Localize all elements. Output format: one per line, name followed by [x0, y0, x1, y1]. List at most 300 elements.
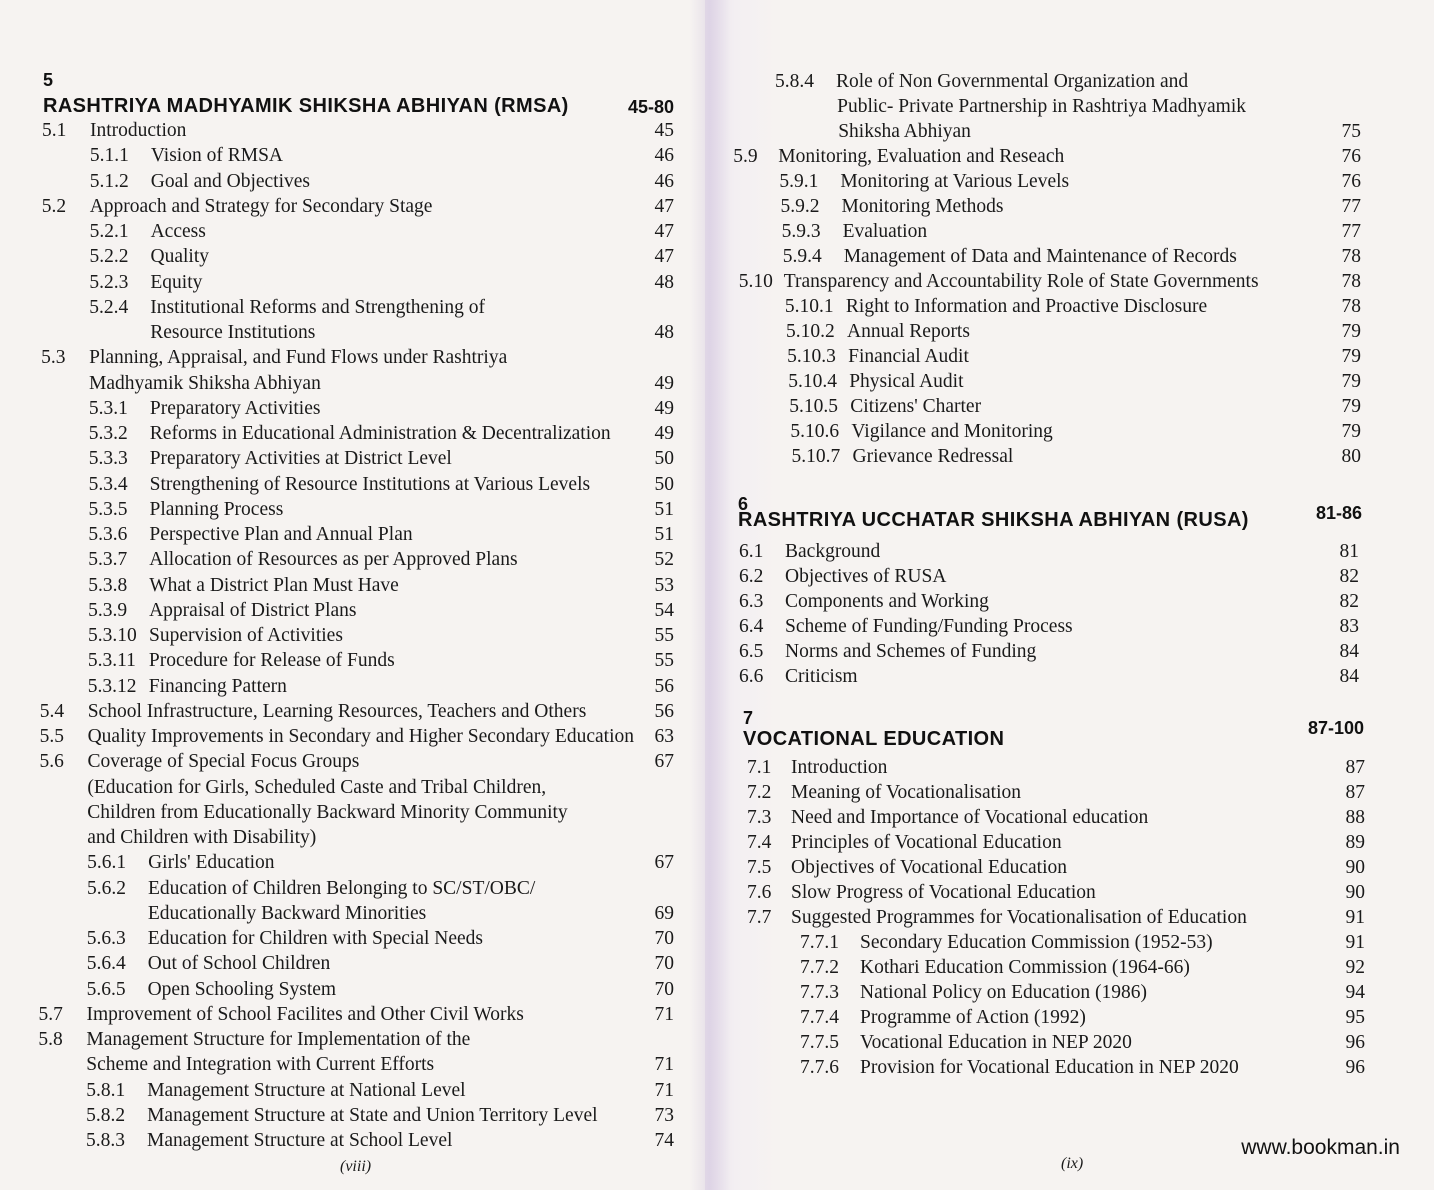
entry-number: 5.2.4	[89, 296, 129, 318]
chapter-number: 5	[43, 70, 54, 90]
left-page	[0, 0, 705, 1190]
entry-title: Vigilance and Monitoring	[851, 421, 1053, 442]
entry-title: Public- Private Partnership in Rashtriya Madhyamik	[837, 96, 1246, 117]
toc-entry	[705, 956, 1405, 980]
entry-number: 5.3.6	[88, 524, 128, 545]
entry-number: 7.6	[747, 882, 772, 903]
toc-entry	[705, 781, 1405, 805]
toc-entry	[0, 473, 700, 497]
toc-entry	[0, 195, 700, 219]
entry-number: 5.10.4	[788, 371, 837, 392]
entry-number: 5.2.1	[89, 221, 129, 242]
toc-entry	[0, 523, 700, 547]
entry-page: 78	[1341, 246, 1361, 267]
entry-number: 5.1	[42, 120, 67, 141]
toc-entry	[0, 119, 700, 143]
entry-title: Role of Non Governmental Organization and	[836, 71, 1189, 92]
entry-page: 46	[654, 145, 674, 167]
entry-page: 77	[1341, 221, 1361, 242]
toc-entry	[0, 1104, 700, 1128]
toc-entry	[705, 806, 1405, 830]
entry-page: 91	[1345, 932, 1365, 953]
chapter-title: RASHTRIYA MADHYAMIK SHIKSHA ABHIYAN (RMSA)	[43, 95, 569, 117]
toc-entry	[0, 801, 700, 825]
toc-entry	[0, 927, 700, 951]
entry-title: Goal and Objectives	[150, 170, 310, 192]
entry-title: Scheme and Integration with Current Efforts	[86, 1054, 435, 1076]
toc-entry	[0, 902, 700, 926]
toc-entry	[705, 756, 1405, 780]
entry-page: 49	[654, 423, 674, 444]
entry-title: Planning, Appraisal, and Fund Flows under Rashtriya	[89, 347, 508, 369]
entry-number: 5.10.3	[787, 346, 836, 367]
entry-title: What a District Plan Must Have	[149, 574, 399, 596]
entry-title: Quality Improvements in Secondary and Higher Secondary Education	[87, 726, 634, 747]
toc-entry	[705, 1031, 1405, 1055]
entry-page: 47	[654, 221, 674, 242]
entry-page: 73	[654, 1104, 674, 1126]
entry-title: Citizens' Charter	[850, 396, 982, 417]
entry-number: 5.8	[38, 1029, 63, 1050]
entry-number: 6.4	[739, 616, 764, 637]
toc-entry	[0, 1028, 700, 1052]
entry-number: 6.6	[739, 666, 764, 687]
entry-page: 76	[1341, 171, 1361, 192]
toc-entry	[705, 270, 1405, 294]
entry-title: Financing Pattern	[148, 675, 287, 697]
toc-entry	[0, 321, 700, 345]
entry-number: 5.6.4	[86, 953, 126, 975]
entry-title: Education for Children with Special Needs	[147, 928, 484, 949]
entry-page: 71	[654, 1054, 674, 1076]
entry-page: 70	[654, 928, 674, 949]
toc-entry	[705, 881, 1405, 905]
entry-title: Scheme of Funding/Funding Process	[785, 616, 1073, 637]
toc-entry	[0, 978, 700, 1002]
entry-page: 56	[654, 675, 674, 697]
entry-number: 5.3.8	[88, 574, 128, 596]
toc-entry	[705, 345, 1405, 369]
watermark: www.bookman.in	[1241, 1136, 1400, 1159]
toc-entry	[705, 906, 1405, 930]
entry-title: Criticism	[785, 666, 858, 687]
entry-number: 7.7.1	[800, 932, 839, 953]
toc-entry	[0, 574, 700, 598]
entry-page: 45	[654, 120, 674, 141]
toc-entry	[705, 145, 1405, 169]
entry-page: 49	[654, 397, 674, 419]
entry-title: Suggested Programmes for Vocationalisation of Education	[791, 907, 1247, 928]
entry-number: 5.2	[41, 195, 67, 217]
book-gutter	[690, 0, 730, 1190]
entry-title: Objectives of RUSA	[785, 566, 947, 587]
toc-entry	[0, 1003, 700, 1027]
entry-page: 79	[1341, 371, 1361, 392]
entry-title: Quality	[150, 246, 209, 268]
entry-title: Monitoring at Various Levels	[840, 171, 1070, 192]
entry-number: 7.7.6	[800, 1057, 839, 1078]
entry-number: 5.7	[38, 1003, 63, 1025]
entry-title: Financial Audit	[848, 346, 969, 367]
entry-page: 69	[654, 902, 674, 924]
toc-entry	[0, 170, 700, 194]
entry-page: 79	[1341, 321, 1361, 342]
toc-entry	[0, 144, 700, 168]
entry-page: 95	[1345, 1007, 1365, 1028]
toc-entry	[705, 831, 1405, 855]
entry-page: 84	[1339, 666, 1359, 687]
entry-title: Reforms in Educational Administration & Decentralization	[149, 423, 611, 444]
toc-entry	[705, 70, 1405, 94]
entry-page: 79	[1341, 346, 1361, 367]
entry-page: 90	[1345, 882, 1365, 903]
entry-page: 70	[654, 978, 674, 1000]
entry-number: 5.5	[39, 726, 64, 747]
entry-number: 7.1	[747, 757, 772, 778]
toc-entry	[705, 245, 1405, 269]
toc-entry	[705, 395, 1405, 419]
toc-entry	[705, 220, 1405, 244]
entry-number: 5.3	[41, 347, 66, 369]
toc-entry	[0, 422, 700, 446]
toc-entry	[705, 590, 1405, 614]
toc-entry	[705, 170, 1405, 194]
entry-title: Background	[785, 541, 881, 562]
entry-page: 53	[654, 574, 674, 596]
entry-page: 51	[654, 498, 674, 520]
entry-number: 5.6.1	[87, 852, 127, 874]
entry-title: Annual Reports	[847, 321, 970, 342]
entry-page: 48	[654, 322, 674, 343]
entry-page: 91	[1345, 907, 1365, 928]
entry-title: and Children with Disability)	[87, 827, 317, 848]
toc-entry	[0, 952, 700, 976]
toc-entry	[705, 565, 1405, 589]
entry-page: 55	[654, 650, 674, 672]
entry-number: 5.4	[39, 700, 65, 722]
entry-title: Supervision of Activities	[149, 625, 343, 646]
entry-number: 7.7.2	[800, 957, 839, 978]
right-page	[705, 0, 1434, 1190]
toc-entry	[0, 624, 700, 648]
entry-number: 6.1	[739, 541, 764, 562]
entry-number: 5.6	[39, 751, 64, 773]
chapter-title: VOCATIONAL EDUCATION	[743, 728, 1005, 750]
entry-page: 51	[654, 524, 674, 545]
entry-number: 5.6.2	[87, 877, 126, 899]
entry-title: Programme of Action (1992)	[860, 1007, 1086, 1028]
entry-page: 52	[654, 549, 674, 571]
entry-number: 5.8.4	[775, 71, 814, 92]
entry-title: Monitoring Methods	[841, 196, 1004, 217]
chapter-number: 6	[738, 494, 749, 514]
toc-entry	[0, 346, 700, 370]
entry-number: 5.10.7	[791, 446, 841, 467]
entry-title: Introduction	[90, 120, 187, 141]
toc-entry	[0, 776, 700, 800]
toc-entry	[705, 295, 1405, 319]
entry-title: Management Structure for Implementation of the	[86, 1029, 471, 1050]
entry-page: 47	[654, 195, 674, 217]
toc-entry	[0, 826, 700, 850]
entry-title: Objectives of Vocational Education	[791, 857, 1067, 878]
entry-number: 5.10.1	[784, 296, 834, 317]
entry-number: 5.2.2	[89, 246, 129, 268]
toc-entry	[0, 220, 700, 244]
entry-title: Approach and Strategy for Secondary Stage	[89, 195, 433, 217]
toc-entry	[705, 445, 1405, 469]
entry-page: 96	[1345, 1057, 1365, 1078]
toc-entry	[0, 498, 700, 522]
entry-number: 5.9.1	[779, 171, 819, 192]
entry-page: 75	[1341, 121, 1361, 142]
entry-page: 96	[1345, 1032, 1365, 1053]
entry-page: 88	[1345, 807, 1365, 828]
entry-title: Management Structure at National Level	[147, 1079, 466, 1101]
entry-number: 7.7	[747, 907, 772, 928]
chapter-pages: 45-80	[628, 97, 675, 117]
page-folio: (ix)	[1061, 1155, 1084, 1172]
toc-entry	[0, 296, 700, 320]
entry-title: Vocational Education in NEP 2020	[860, 1032, 1132, 1053]
entry-title: Slow Progress of Vocational Education	[791, 882, 1096, 903]
entry-page: 55	[654, 625, 674, 646]
entry-page: 81	[1339, 541, 1359, 562]
entry-title: Madhyamik Shiksha Abhiyan	[89, 372, 321, 394]
toc-entry	[705, 1056, 1405, 1080]
entry-number: 5.3.12	[87, 675, 137, 697]
entry-title: Procedure for Release of Funds	[148, 650, 395, 672]
entry-number: 5.10.2	[786, 321, 835, 342]
entry-page: 54	[654, 599, 674, 621]
toc-entry	[705, 640, 1405, 664]
toc-entry	[0, 1129, 700, 1153]
entry-title: Provision for Vocational Education in NEP 2020	[860, 1057, 1239, 1078]
entry-title: Components and Working	[785, 591, 989, 612]
entry-number: 5.10	[738, 271, 773, 292]
entry-page: 80	[1341, 446, 1361, 467]
entry-title: Vision of RMSA	[150, 145, 283, 167]
entry-page: 92	[1345, 957, 1365, 978]
entry-title: Kothari Education Commission (1964-66)	[860, 957, 1190, 978]
toc-entry	[705, 540, 1405, 564]
entry-title: Grievance Redressal	[852, 446, 1014, 467]
toc-entry	[0, 1053, 700, 1077]
entry-number: 7.7.4	[800, 1007, 839, 1028]
entry-page: 79	[1341, 396, 1361, 417]
toc-entry	[705, 1006, 1405, 1030]
toc-entry	[0, 851, 700, 875]
entry-number: 5.8.2	[86, 1104, 126, 1126]
chapter-pages: 87-100	[1308, 718, 1365, 738]
entry-title: Monitoring, Evaluation and Reseach	[778, 146, 1065, 167]
entry-number: 5.8.1	[86, 1079, 126, 1101]
entry-page: 50	[654, 473, 674, 495]
entry-number: 6.2	[739, 566, 764, 587]
toc-entry	[0, 700, 700, 724]
entry-title: Need and Importance of Vocational education	[791, 807, 1149, 828]
entry-number: 5.3.11	[87, 650, 136, 672]
entry-number: 5.1.2	[89, 170, 129, 192]
entry-number: 5.6.5	[86, 978, 126, 1000]
page-folio: (viii)	[340, 1158, 372, 1175]
entry-title: Evaluation	[842, 221, 928, 242]
entry-title: Children from Educationally Backward Minority Community	[87, 801, 568, 823]
entry-title: Preparatory Activities at District Level	[149, 448, 452, 470]
toc-entry	[705, 931, 1405, 955]
entry-page: 56	[654, 700, 674, 722]
toc-entry	[705, 95, 1405, 119]
entry-number: 5.3.9	[88, 599, 128, 621]
toc-entry	[705, 615, 1405, 639]
entry-number: 5.3.2	[88, 423, 128, 444]
entry-title: National Policy on Education (1986)	[860, 982, 1148, 1003]
entry-page: 94	[1345, 982, 1365, 1003]
entry-title: Secondary Education Commission (1952-53)	[860, 932, 1213, 953]
entry-title: Preparatory Activities	[149, 397, 321, 419]
toc-entry	[0, 725, 700, 749]
toc-entry	[0, 1079, 700, 1103]
entry-title: Coverage of Special Focus Groups	[87, 751, 360, 773]
entry-number: 5.10.5	[789, 396, 839, 417]
entry-title: Improvement of School Facilites and Other Civil Works	[86, 1003, 524, 1025]
entry-page: 82	[1339, 591, 1359, 612]
entry-page: 82	[1339, 566, 1359, 587]
entry-title: Out of School Children	[147, 953, 331, 975]
entry-number: 5.1.1	[89, 145, 129, 167]
entry-page: 89	[1345, 832, 1365, 853]
entry-number: 5.9.2	[780, 196, 820, 217]
entry-number: 5.9.4	[782, 246, 822, 267]
toc-entry	[705, 370, 1405, 394]
toc-entry	[0, 447, 700, 471]
entry-title: Management Structure at School Level	[147, 1130, 453, 1151]
entry-title: (Education for Girls, Scheduled Caste and Tribal Children,	[87, 776, 547, 798]
chapter-title: RASHTRIYA UCCHATAR SHIKSHA ABHIYAN (RUSA)	[738, 509, 1249, 531]
toc-entry	[0, 372, 700, 396]
toc-entry	[0, 548, 700, 572]
entry-title: Meaning of Vocationalisation	[791, 782, 1021, 803]
entry-number: 7.4	[747, 832, 772, 853]
entry-title: Resource Institutions	[150, 322, 316, 343]
entry-title: Appraisal of District Plans	[149, 599, 357, 621]
entry-number: 7.2	[747, 782, 772, 803]
entry-title: Transparency and Accountability Role of State Governments	[783, 271, 1259, 292]
entry-number: 5.2.3	[89, 271, 129, 293]
entry-number: 5.3.3	[88, 448, 128, 470]
entry-title: Right to Information and Proactive Disclosure	[845, 296, 1208, 317]
toc-entry	[0, 397, 700, 421]
entry-number: 7.5	[747, 857, 772, 878]
entry-title: Introduction	[791, 757, 888, 778]
entry-number: 6.3	[739, 591, 764, 612]
entry-number: 7.7.5	[800, 1032, 839, 1053]
entry-page: 50	[654, 448, 674, 470]
entry-title: Equity	[150, 271, 203, 293]
entry-page: 78	[1341, 296, 1361, 317]
entry-number: 5.6.3	[86, 928, 126, 949]
entry-page: 79	[1341, 421, 1361, 442]
entry-title: Shiksha Abhiyan	[838, 121, 971, 142]
entry-title: Girls' Education	[148, 852, 275, 874]
entry-title: Educationally Backward Minorities	[147, 902, 427, 924]
toc-entry	[0, 599, 700, 623]
entry-page: 63	[654, 726, 674, 747]
entry-title: Planning Process	[149, 498, 284, 520]
toc-entry	[705, 856, 1405, 880]
entry-title: Institutional Reforms and Strengthening of	[150, 296, 485, 318]
entry-page: 77	[1341, 196, 1361, 217]
entry-title: Allocation of Resources as per Approved Plans	[149, 549, 518, 571]
entry-number: 5.3.5	[88, 498, 128, 520]
entry-number: 5.8.3	[86, 1130, 125, 1151]
toc-entry	[705, 195, 1405, 219]
entry-number: 5.3.4	[88, 473, 128, 495]
entry-title: School Infrastructure, Learning Resources, Teachers and Others	[87, 700, 587, 722]
entry-number: 5.3.1	[88, 397, 128, 419]
entry-page: 84	[1339, 641, 1359, 662]
entry-number: 7.3	[747, 807, 772, 828]
entry-title: Perspective Plan and Annual Plan	[149, 524, 413, 545]
entry-number: 5.3.10	[88, 625, 137, 646]
entry-page: 90	[1345, 857, 1365, 878]
entry-page: 76	[1341, 146, 1361, 167]
entry-page: 47	[654, 246, 674, 268]
entry-page: 78	[1341, 271, 1361, 292]
toc-entry	[0, 649, 700, 673]
entry-number: 5.3.7	[88, 549, 128, 571]
toc-entry	[705, 420, 1405, 444]
entry-title: Management of Data and Maintenance of Records	[843, 246, 1237, 267]
entry-number: 7.7.3	[800, 982, 839, 1003]
entry-number: 5.9.3	[781, 221, 821, 242]
toc-entry	[705, 320, 1405, 344]
toc-entry	[0, 675, 700, 699]
entry-page: 71	[654, 1079, 674, 1101]
entry-page: 83	[1339, 616, 1359, 637]
toc-entry	[0, 877, 700, 901]
entry-page: 87	[1345, 757, 1365, 778]
entry-page: 71	[654, 1003, 674, 1025]
chapter-pages: 81-86	[1316, 503, 1363, 523]
entry-page: 70	[654, 953, 674, 975]
entry-number: 6.5	[739, 641, 764, 662]
entry-page: 67	[654, 751, 674, 773]
entry-title: Physical Audit	[849, 371, 964, 392]
entry-page: 74	[654, 1130, 674, 1151]
entry-title: Open Schooling System	[147, 978, 337, 1000]
entry-title: Management Structure at State and Union Territory Level	[147, 1104, 598, 1126]
chapter-number: 7	[743, 708, 754, 728]
toc-entry	[705, 981, 1405, 1005]
toc-entry	[0, 750, 700, 774]
entry-page: 48	[654, 271, 674, 293]
entry-page: 46	[654, 170, 674, 192]
entry-number: 5.9	[733, 146, 758, 167]
entry-title: Principles of Vocational Education	[791, 832, 1062, 853]
entry-title: Education of Children Belonging to SC/ST/OBC/	[148, 877, 536, 899]
toc-entry	[0, 271, 700, 295]
entry-number: 5.10.6	[790, 421, 840, 442]
entry-page: 87	[1345, 782, 1365, 803]
entry-title: Access	[150, 221, 206, 242]
entry-page: 49	[654, 372, 674, 394]
entry-title: Strengthening of Resource Institutions at Various Levels	[149, 473, 591, 495]
toc-entry	[705, 665, 1405, 689]
entry-page: 67	[654, 852, 674, 874]
toc-entry	[0, 245, 700, 269]
entry-title: Norms and Schemes of Funding	[785, 641, 1037, 662]
